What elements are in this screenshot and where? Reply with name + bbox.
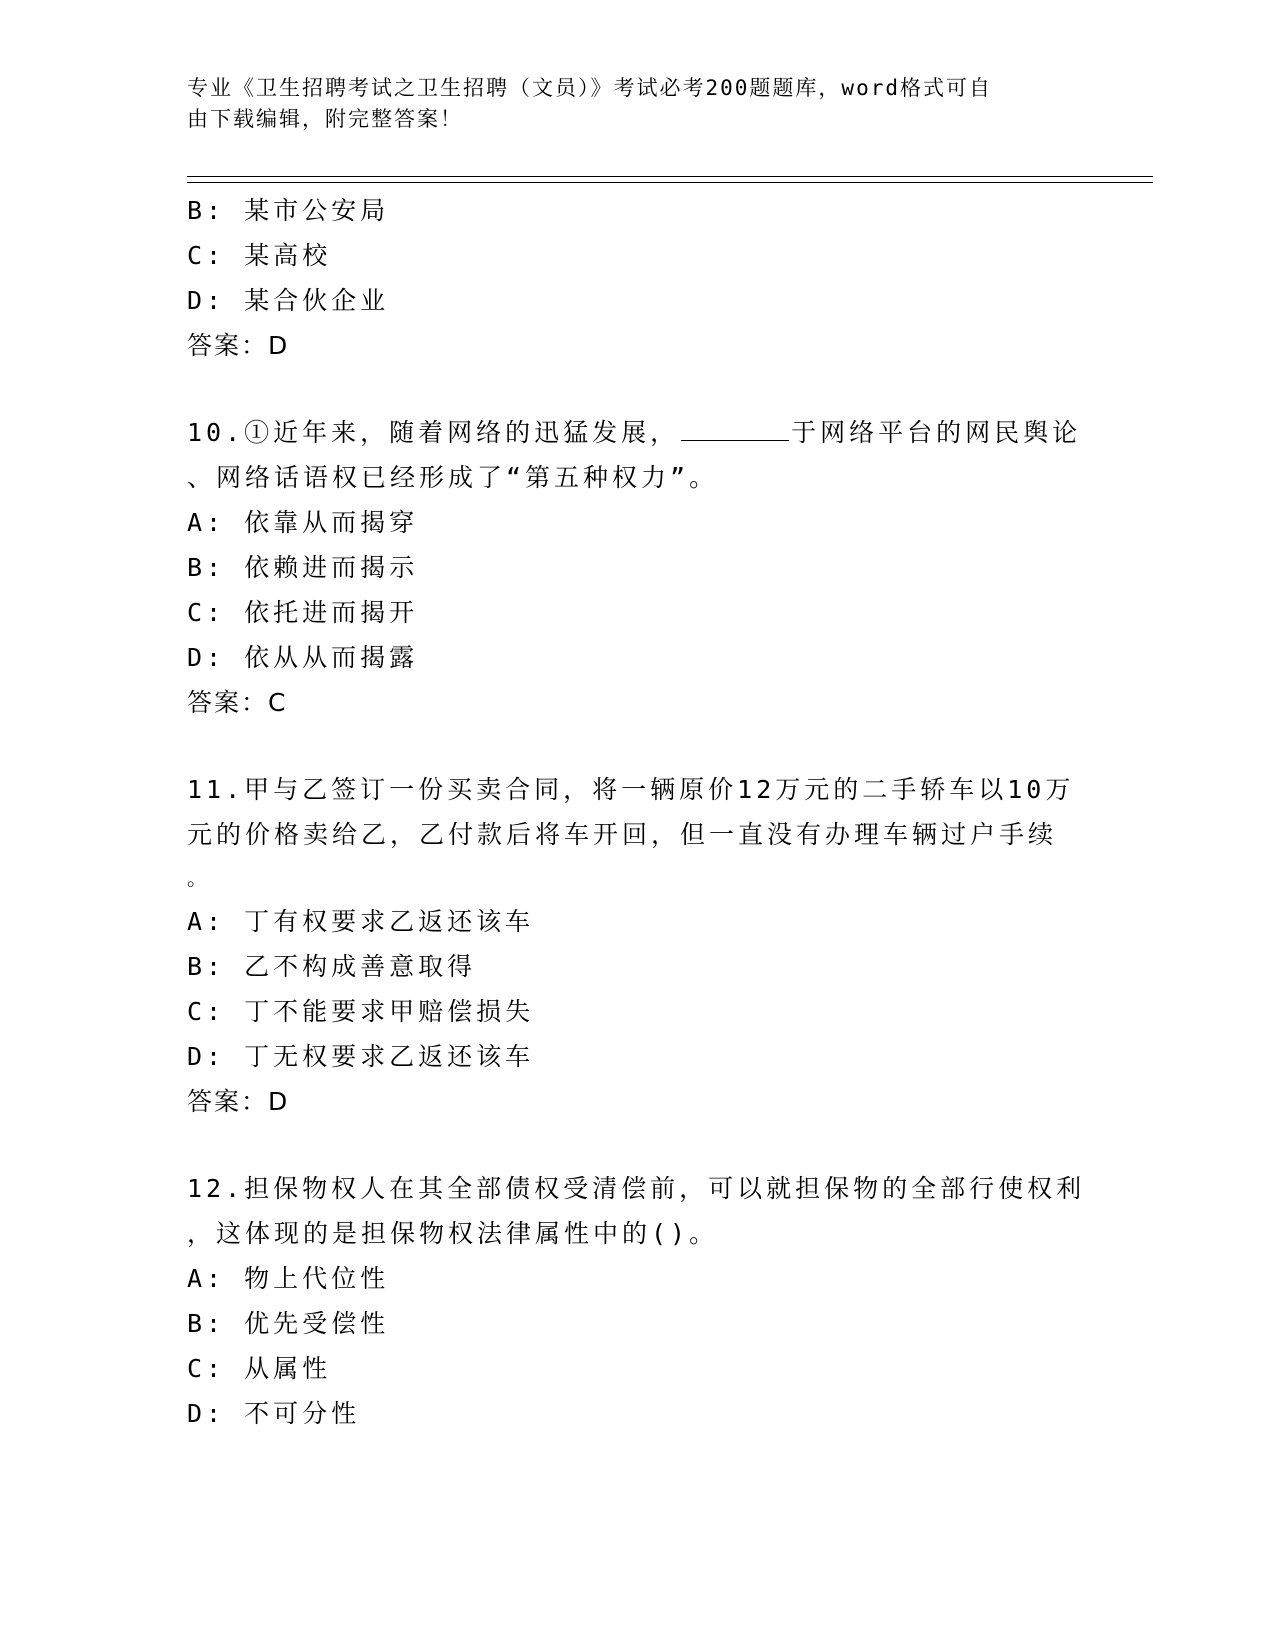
fill-in-blank — [681, 418, 789, 441]
option-b: B: 依赖进而揭示 — [187, 553, 419, 582]
answer: 答案：D — [187, 331, 290, 360]
header-line-2: 由下载编辑，附完整答案！ — [187, 107, 463, 131]
question-text-line: ，这体现的是担保物权法律属性中的()。 — [187, 1219, 719, 1248]
question-text-line — [187, 410, 1087, 455]
document-header — [187, 73, 1067, 135]
option-a: A: 丁有权要求乙返还该车 — [187, 907, 535, 936]
option-a: A: 物上代位性 — [187, 1264, 390, 1293]
question-text-line: 。 — [187, 866, 211, 890]
option-a: A: 依靠从而揭穿 — [187, 508, 419, 537]
header-divider-bottom — [187, 182, 1153, 183]
question-text-part: 10.①近年来，随着网络的迅猛发展， — [187, 418, 680, 447]
question-text-line: 11.甲与乙签订一份买卖合同，将一辆原价12万元的二手轿车以10万 — [187, 775, 1075, 804]
option-c: C: 丁不能要求甲赔偿损失 — [187, 997, 535, 1026]
option-d: D: 丁无权要求乙返还该车 — [187, 1042, 535, 1071]
header-line-1: 专业《卫生招聘考试之卫生招聘（文员）》考试必考200题题库，word格式可自 — [187, 76, 992, 100]
document-body — [187, 188, 1087, 1436]
question-text-line: 元的价格卖给乙，乙付款后将车开回，但一直没有办理车辆过户手续 — [187, 820, 1058, 849]
question-text-line: 、网络话语权已经形成了“第五种权力”。 — [187, 463, 719, 492]
answer: 答案：D — [187, 1087, 290, 1116]
question-text-part: 于网络平台的网民舆论 — [791, 418, 1082, 447]
header-divider-top — [187, 176, 1153, 177]
question-text-line: 12.担保物权人在其全部债权受清偿前，可以就担保物的全部行使权利 — [187, 1174, 1086, 1203]
option-c: C: 依托进而揭开 — [187, 598, 419, 627]
option-b: B: 乙不构成善意取得 — [187, 952, 477, 981]
question-10 — [187, 410, 1087, 725]
question-11 — [187, 767, 1087, 1124]
option-c: C: 从属性 — [187, 1354, 332, 1383]
option-d: D: 依从从而揭露 — [187, 643, 419, 672]
question-9 — [187, 188, 1087, 368]
option-c: C: 某高校 — [187, 241, 332, 270]
option-d: D: 不可分性 — [187, 1399, 361, 1428]
question-12 — [187, 1166, 1087, 1436]
answer: 答案：C — [187, 688, 288, 717]
option-b: B: 优先受偿性 — [187, 1309, 390, 1338]
option-b: B: 某市公安局 — [187, 196, 390, 225]
option-d: D: 某合伙企业 — [187, 286, 390, 315]
